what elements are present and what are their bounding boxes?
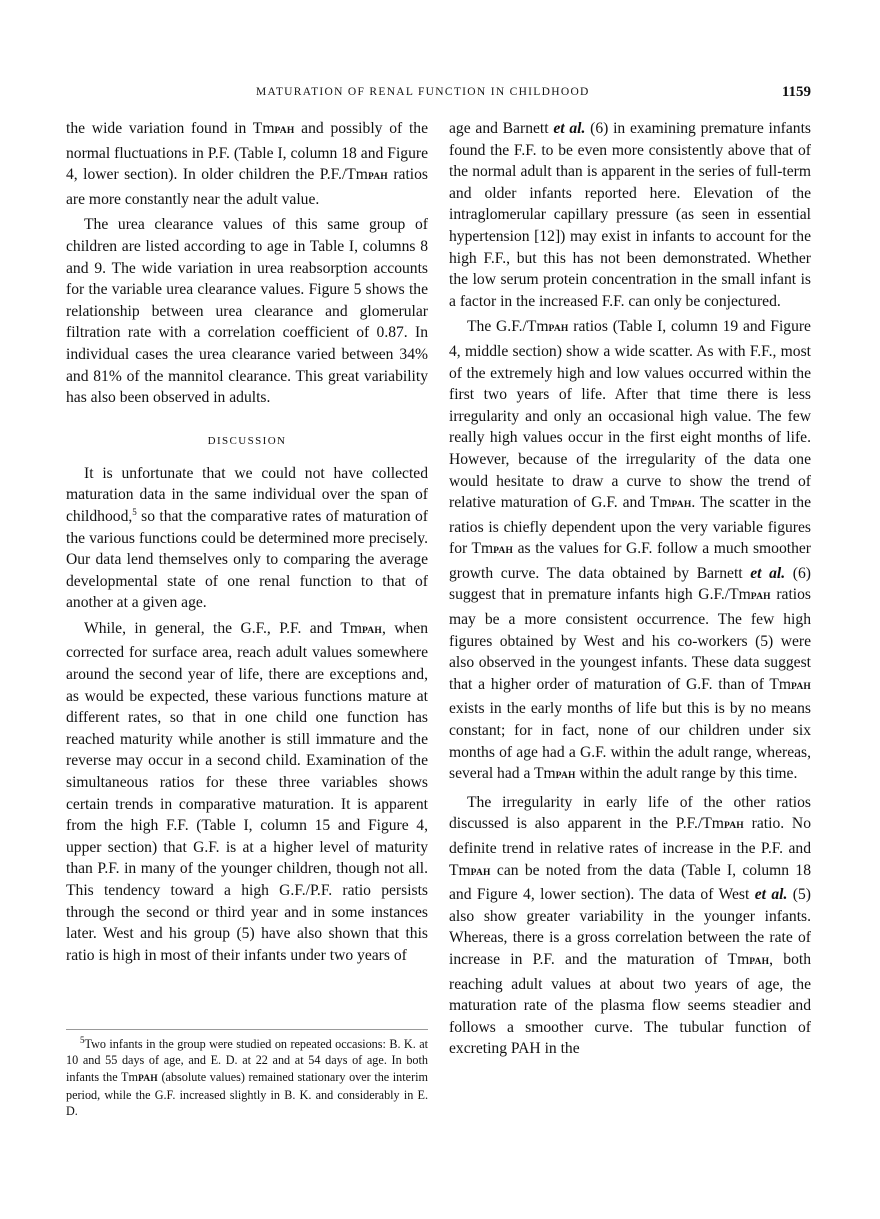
page-header xyxy=(66,84,811,106)
right-column xyxy=(449,118,811,1060)
footnote-reference: 5 xyxy=(132,506,137,517)
running-title: MATURATION OF RENAL FUNCTION IN CHILDHOOD xyxy=(256,86,590,98)
paragraph-left-1: the wide variation found in TmPAH and possibly of the normal fluctuations in P.F. (Table I, column 18 and Figure 4, lower section). In older children the P.F./TmPAH ratios are more constantly near the adult value. xyxy=(66,120,429,208)
paragraph-right-1: age and Barnett et al. (6) in examining premature infants found the F.F. to be even more consistently above that of the normal adult than is apparent in the series of full-term and older infants reported here. Elevation of the intraglomerular capillary pressure (as seen in essential hypertension [12]) may exist in infants to account for the high F.F., but this has not been demonstrated. Whether the low serum protein concentration in the small infant is a factor in the increased F.F. can only be conjectured. xyxy=(449,120,811,310)
paragraph-left-2: The urea clearance values of this same group of children are listed according to age in Table I, columns 8 and 9. The wide variation in urea reabsorption accounts for the variable urea clearance values. Figure 5 shows the relationship between urea clearance and glomerular filtration rate with a correlation coefficient of 0.87. In individual cases the urea clearance varied between 34% and 81% of the mannitol clearance. This great variability has also been observed in adults. xyxy=(66,216,428,407)
paragraph-right-3: The irregularity in early life of the other ratios discussed is also apparent in the P.F./TmPAH ratio. No definite trend in relative rates of increase in the P.F. and TmPAH can be noted from the data (Table I, column 18 and Figure 4, lower section). The data of West et al. (5) also show greater variability in the younger infants. Whereas, there is a gross correlation between the rate of increase in P.F. and the maturation of TmPAH, both reaching adult values at about two years of age, the maturation rate of the plasma flow seems steadier and follows a smoother curve. The tubular function of excreting PAH in the xyxy=(449,793,811,1058)
page-number: 1159 xyxy=(781,84,811,100)
paragraph-left-4: While, in general, the G.F., P.F. and TmPAH, when corrected for surface area, reach adult values somewhere around the second year of life, there are exceptions and, as would be expected, these various functions mature at different rates, so that in one child one function has reached maturity while another is still immature and the reverse may occur in a second child. Examination of the simultaneous ratios for these three variables shows certain trends in comparative maturation. It is apparent from the high F.F. (Table I, column 15 and Figure 4, upper section) that G.F. is at a higher level of maturity than P.F. in many of the younger children, though not all. This tendency toward a high G.F./P.F. ratio persists through the second or third year and in some instances later. West and his group (5) have also shown that this ratio is high in most of their infants under two years of xyxy=(66,619,428,964)
footnote-divider xyxy=(66,1029,428,1030)
footnote: $^5$Two infants in the group were studied on repeated occasions: B. K. at 10 and 55 days of age, and E. D. at 22 and at 54 days of age. In both infants the TmPAH (absolute values) remained stationary over the interim period, while the G.F. increased slightly in B. K. and considerably in E. D. xyxy=(66,1034,428,1119)
section-heading-discussion: DISCUSSION xyxy=(207,434,287,447)
paragraph-left-3: It is unfortunate that we could not have collected maturation data in the same individual over the span of childhood,$^5$ so that the comparative rates of maturation of the various functions could be determined more precisely. Our data lend themselves only to comparing the average developmental state of one renal function to that of another at a given age. xyxy=(66,464,428,612)
left-column xyxy=(66,118,428,966)
footnote-mark: 5 xyxy=(80,1034,85,1045)
paragraph-right-2: The G.F./TmPAH ratios (Table I, column 19 and Figure 4, middle section) show a wide scatter. As with F.F., most of the extremely high and low values occurred within the first two years of life. After that time there is less irregularity and only an occasional high value. The few really high values occur in the first eight months of life. However, because of the irregularity of the data one would hesitate to draw a curve to show the trend of relative maturation of G.F. and TmPAH. The scatter in the ratios is chiefly dependent upon the very variable figures for TmPAH as the values for G.F. follow a much smoother growth curve. The data obtained by Barnett et al. (6) suggest that in premature infants high G.F./TmPAH ratios may be a more consistent occurrence. The few high figures obtained by West and his co-workers (5) were also observed in the youngest infants. These data suggest that a higher order of maturation of G.F. than of TmPAH exists in the early months of life but this is by no means constant; for in fact, none of our children under six months of age had a G.F. within the adult range, whereas, several had a TmPAH within the adult range by this time. xyxy=(449,318,811,783)
